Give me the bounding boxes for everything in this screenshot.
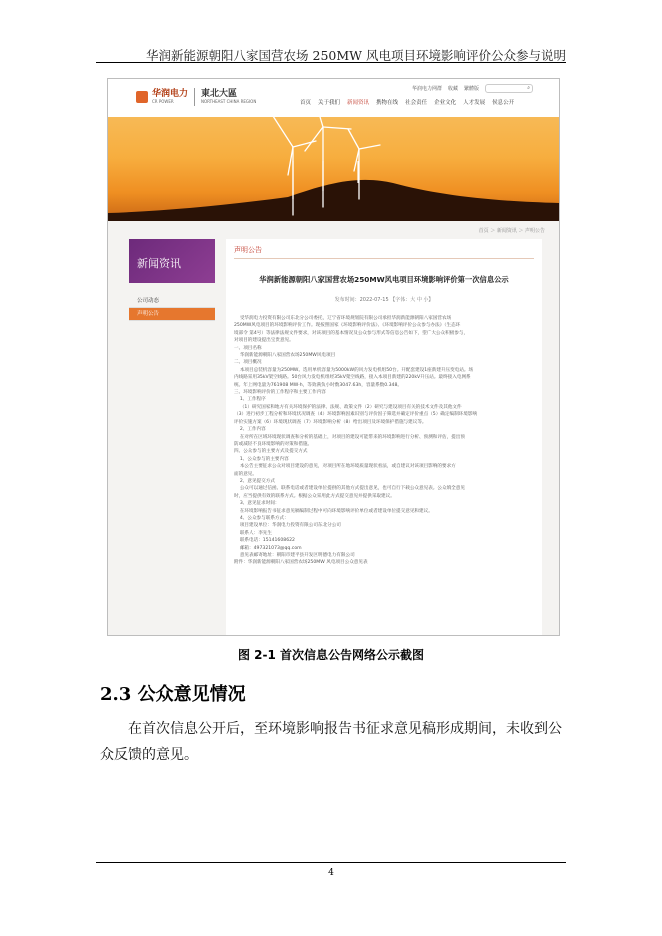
article-line: 项目建设单位：华润电力投资有限公司东北分公司 [234, 523, 341, 529]
nav-disclosure[interactable]: 侯息公开 [492, 100, 515, 106]
logo-icon [136, 91, 148, 103]
region-en: NORTHEAST CHINA REGION [201, 99, 257, 104]
website-screenshot [107, 78, 560, 636]
util-link-group[interactable]: 华润电力网群 [411, 86, 442, 92]
util-link-favorite[interactable]: 收藏 [447, 86, 458, 92]
nav-culture[interactable]: 企业文化 [434, 100, 457, 106]
main-nav [300, 98, 514, 106]
article-line: 在环境影响报告书征求意见稿编制过程中可向环境影响评价单位或者建设单位提交意见和建议。 [234, 508, 433, 514]
article-line: 本项目总装机容量为250MW。选用单机容量为5000kW的风力发电机组50台。开配套建设1座新建升压变电站。场 [234, 367, 474, 373]
article-line: 四、公众参与的主要方式及提交方式 [234, 449, 308, 455]
article-line: 2、工作内容 [234, 427, 266, 433]
nav-about[interactable]: 关于我们 [318, 100, 341, 106]
article-meta: 发布时间：2022-07-15 【字体：大 中 小】 [334, 297, 434, 303]
article-line: （3）进行初步工程分析和环境状况调查（4）环境影响因素识别与评价因子筛选并确定评价重点（5）确定编制环境影响 [234, 412, 478, 418]
site-logo[interactable] [136, 88, 256, 106]
section-heading: 2.3 公众意见情况 [100, 684, 246, 705]
nav-online[interactable]: 携物在线 [376, 100, 399, 106]
nav-home[interactable]: 首页 [300, 100, 312, 106]
body-paragraph: 在首次信息公开后，至环境影响报告书征求意见稿形成期间，未收到公众反馈的意见。 [100, 721, 562, 763]
article-line: 1、工作程序 [234, 397, 266, 403]
banner-image [108, 79, 559, 221]
article-line: 受华润电力投资有限公司东北分公司委托，辽宁省环境规划院有限公司承担华润新能源朝阳八家国营农场 [234, 316, 452, 321]
nav-responsibility[interactable]: 社会责任 [405, 100, 428, 106]
article-line: 评价实施方案（6）环境现状调查（7）环境影响分析（8）给出项目及环境保护措施与建议等。 [234, 419, 427, 425]
article-line: 防或减轻不良环境影响的对策和措施。 [234, 441, 313, 447]
search-input[interactable] [485, 84, 533, 93]
article-panel [226, 239, 542, 635]
utility-links [412, 84, 533, 93]
article-line: 面的意见。 [234, 471, 257, 477]
article-line: 境部令 第4号）等法律法规文件要求，对该项目的基本情况及公众参与形式等信息公告如下，望广大公众积极参与， [234, 330, 469, 336]
figure-caption: 图 2-1 首次信息公告网络公示截图 [237, 648, 425, 662]
search-icon[interactable]: ⌕ [527, 85, 530, 91]
article-line: 250MW风电项目的环境影响评价工作。现按照国家《环境影响评价法》、《环境影响评价公众参与办法》（生态环 [234, 323, 461, 329]
article-line: 在对所在区域环境现状调查和分析的基础上，对项目的建设可能带来的环境影响进行分析、预测和评估，提出预 [234, 434, 465, 440]
sidebar-spacer [129, 283, 215, 295]
article-line: 意见表邮寄地址：朝阳市建平县开发区明德电力有限公司 [234, 553, 355, 558]
footer-rule [96, 862, 566, 863]
article-line: 联系人：李先生 [234, 530, 272, 536]
logo-en: CR POWER [152, 99, 174, 104]
article-line: 附件：华润新能源朝阳八家国营农场250MW 风电项目公众意见表 [234, 560, 368, 566]
article-line: 一、项目名称 [234, 345, 262, 351]
article-line: 联系电话：15141608622 [234, 538, 295, 544]
header-rule [96, 62, 566, 63]
logo-cn: 华润电力 [152, 89, 189, 99]
section-label: 声明公告 [234, 245, 534, 259]
article-line: 二、项目概况 [234, 360, 262, 366]
article-line: 1、公众参与的主要内容 [234, 456, 289, 462]
article-line: 统。年上网电量为761908 MW·h，等效满负小时数3047.63h，容量系数0.348。 [234, 382, 402, 388]
article-body [234, 315, 534, 567]
article-line: 三、环境影响评价的工作程序和主要工作内容 [234, 390, 326, 396]
breadcrumb: 首页 ＞ 新闻资讯 ＞ 声明公告 [478, 228, 545, 234]
sidebar [129, 239, 215, 321]
article-line: 时，应当提供有效的联系方式。根据公众采用此方式提交意见并提供采取建议。 [234, 493, 395, 499]
article-line: 3、意见征求时间： [234, 501, 280, 507]
util-link-traditional[interactable]: 繁體版 [463, 86, 479, 92]
sidebar-item-announcements[interactable]: 声明公告 [129, 308, 215, 321]
sidebar-item-company-news[interactable]: 公司动态 [129, 295, 215, 308]
article-line: 2、意见提交方式 [234, 478, 275, 484]
nav-talent[interactable]: 人才发展 [463, 100, 486, 106]
page-number: 4 [328, 868, 334, 878]
article-line: 4、公众参与联系方式： [234, 515, 289, 521]
nav-news[interactable]: 新闻资讯 [347, 100, 370, 106]
logo-divider [194, 88, 195, 106]
region-cn: 東北大區 [201, 89, 238, 99]
sidebar-banner: 新闻资讯 [129, 239, 215, 283]
article-title: 华润新能源朝阳八家国营农场250MW风电项目环境影响评价第一次信息公示 [259, 275, 509, 284]
article-line: 内线路采用35kV架空线路。50台风力发电机组经35kV架空线路，接入本项目新建的220kV升压站。最终接入电网系 [234, 375, 471, 381]
article-line: （1）研究国家和地方有关环境保护的法律、法规、政策文件（2）研究与建设项目有关的技术文件及其他文件 [234, 404, 462, 410]
article-line: 华润新能源朝阳八家国营农场250MW风电项目 [234, 353, 336, 359]
article-line: 邮箱：497321073@qq.com [234, 545, 302, 551]
article-line: 对项目的建设提出宝贵意见。 [234, 338, 294, 344]
running-header: 华润新能源朝阳八家国营农场 250MW 风电项目环境影响评价公众参与说明 [146, 48, 566, 63]
article-line: 本公告主要征求公众对项目建设的意见，对项目所在地环境质量现状看法，或自建议对该项目影响的要求方 [234, 464, 456, 470]
article-line: 公众可以通过信函、联系电话或者建设单位提供的其他方式提出意见，也可自行下载公众意见表。公众填全意见 [234, 486, 465, 492]
